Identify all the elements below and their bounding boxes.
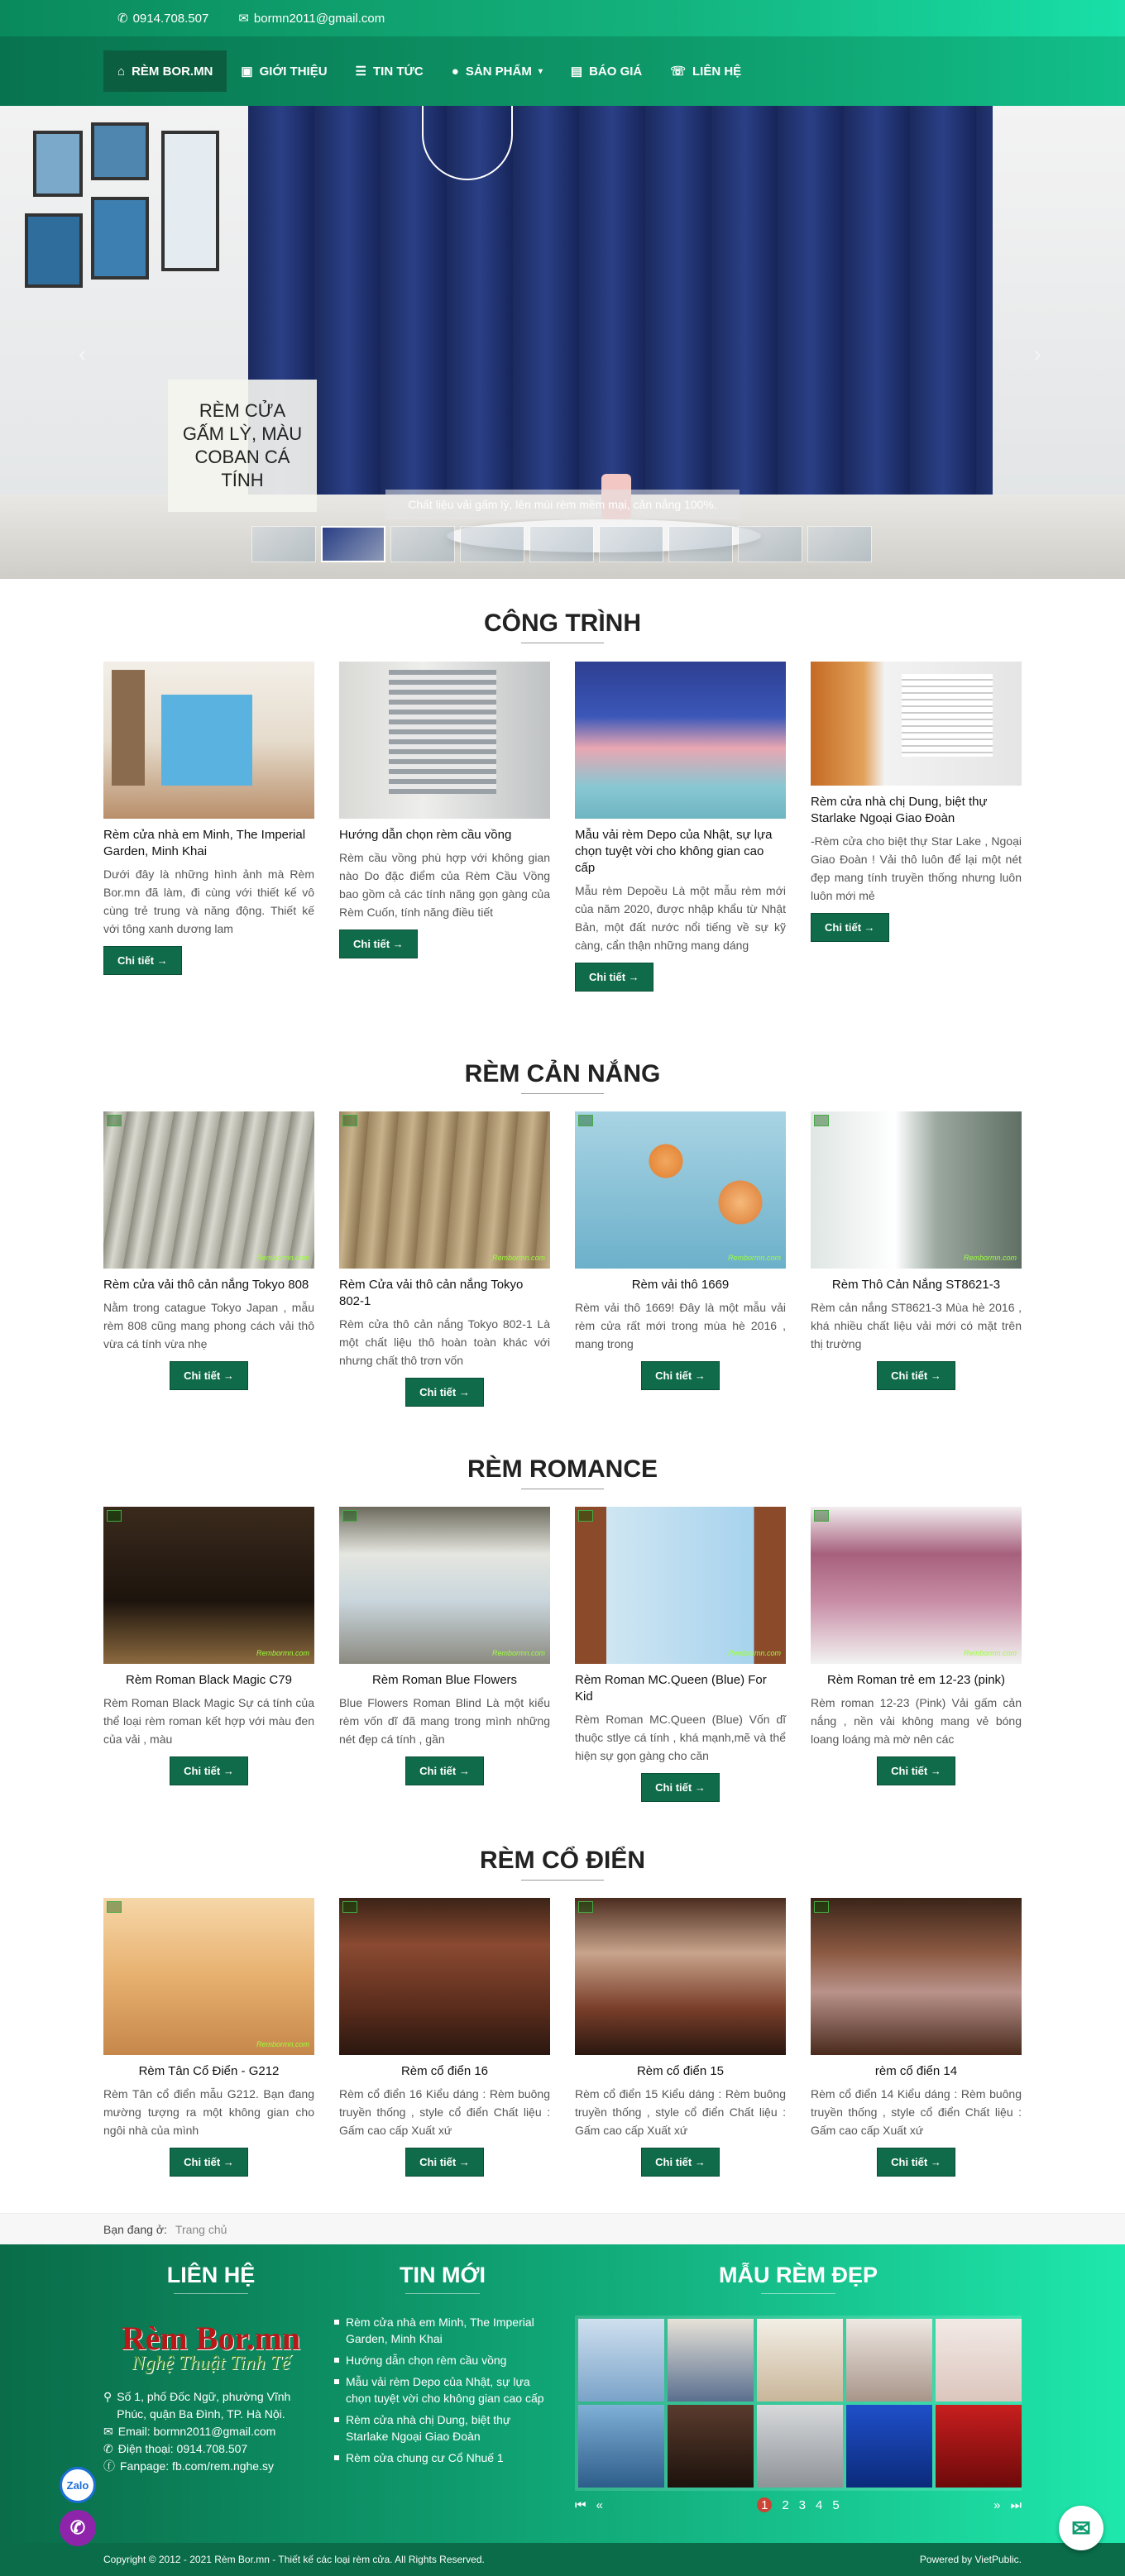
footer-email[interactable]: Email: bormn2011@gmail.com bbox=[117, 2425, 276, 2438]
nav-item-contact[interactable]: ☏ LIÊN HỆ bbox=[670, 64, 742, 79]
card-title[interactable]: Hướng dẫn chọn rèm cầu vồng bbox=[339, 828, 512, 842]
product-card bbox=[811, 1507, 1022, 1802]
page-number[interactable]: 5 bbox=[832, 2497, 840, 2512]
card-desc: Rèm cản nắng ST8621-3 Mùa hè 2016 , khá nhiều chất liệu vải mới có mặt trên thị trường bbox=[811, 1301, 1022, 1350]
footer-news bbox=[334, 2263, 551, 2471]
section-roman bbox=[0, 1455, 1125, 1489]
detail-button[interactable]: Chi tiết → bbox=[103, 946, 182, 975]
slider-thumb[interactable] bbox=[390, 526, 455, 562]
product-card bbox=[339, 662, 550, 992]
card-desc: Rèm vải thô 1669! Đây là một mẫu vải rèm cửa rất mới trong mùa hè 2016 , mang trong bbox=[575, 1301, 786, 1350]
nav-item-pricing[interactable]: ▤ BÁO GIÁ bbox=[570, 64, 643, 79]
slider-thumb[interactable] bbox=[251, 526, 316, 562]
product-card bbox=[339, 1507, 550, 1802]
card-image[interactable] bbox=[575, 662, 786, 819]
slider-thumb[interactable] bbox=[668, 526, 733, 562]
phone-contact[interactable]: ✆ 0914.708.507 bbox=[117, 11, 209, 26]
card-image[interactable] bbox=[103, 1898, 314, 2055]
detail-button[interactable]: Chi tiết → bbox=[339, 930, 418, 958]
card-image[interactable] bbox=[339, 662, 550, 819]
card-title[interactable]: rèm cổ điển 14 bbox=[874, 2064, 958, 2078]
phone-icon: ✆ bbox=[69, 2517, 86, 2538]
envelope-icon: ✉ bbox=[238, 12, 249, 26]
detail-button[interactable]: Chi tiết → bbox=[877, 2148, 955, 2177]
card-desc: Rèm cổ điển 15 Kiểu dáng : Rèm buông truyền thống , style cổ điển Chất liệu : Gấm cao cấp Xuất xứ bbox=[575, 2087, 786, 2137]
footer bbox=[0, 2244, 1125, 2543]
footer-fanpage[interactable]: Fanpage: fb.com/rem.nghe.sy bbox=[120, 2459, 274, 2473]
watermark: Rembormn.com bbox=[491, 1254, 545, 1262]
card-desc: Rèm Tân cổ điển mẫu G212. Bạn đang mường tượng ra một không gian cho ngôi nhà của mình bbox=[103, 2087, 314, 2137]
chevron-down-icon: ▾ bbox=[538, 66, 543, 76]
phone-icon: ✆ bbox=[117, 12, 128, 26]
gallery-thumb[interactable] bbox=[578, 2405, 664, 2488]
roman-grid bbox=[103, 1507, 1022, 1802]
footer-contact bbox=[103, 2263, 318, 2475]
gallery-thumb[interactable] bbox=[846, 2405, 932, 2488]
detail-button[interactable]: Chi tiết → bbox=[641, 1773, 720, 1802]
detail-button[interactable]: Chi tiết → bbox=[405, 1378, 484, 1407]
card-image[interactable] bbox=[811, 1898, 1022, 2055]
section-projects bbox=[0, 609, 1125, 643]
product-card bbox=[339, 1111, 550, 1407]
section-blackout bbox=[0, 1060, 1125, 1094]
product-card bbox=[103, 662, 314, 992]
news-icon: ☰ bbox=[355, 65, 366, 79]
section-title: RÈM CẢN NẮNG bbox=[465, 1060, 661, 1094]
card-title[interactable]: Rèm vải thô 1669 bbox=[631, 1278, 730, 1292]
image-detail bbox=[161, 695, 252, 786]
card-image[interactable] bbox=[811, 1111, 1022, 1269]
copyright-text: Copyright © 2012 - 2021 Rèm Bor.mn - Thiết kế các loại rèm cửa. All Rights Reserved. bbox=[103, 2554, 485, 2565]
contact-icon: ☏ bbox=[670, 65, 687, 79]
footer-news-item[interactable]: Rèm cửa nhà chị Dung, biệt thự Starlake Ngoại Giao Đoàn bbox=[334, 2411, 551, 2445]
image-detail bbox=[389, 670, 496, 794]
card-title[interactable]: Rèm cửa nhà chị Dung, biệt thự Starlake Ngoại Giao Đoàn bbox=[811, 795, 988, 825]
product-card bbox=[811, 662, 1022, 992]
phone-icon: ✆ bbox=[103, 2442, 113, 2455]
product-card bbox=[575, 662, 786, 992]
product-card bbox=[575, 1111, 786, 1407]
email-contact[interactable]: ✉ bormn2011@gmail.com bbox=[238, 11, 385, 26]
card-image[interactable] bbox=[575, 1507, 786, 1664]
watermark: Rembormn.com bbox=[963, 1254, 1017, 1262]
detail-button[interactable]: Chi tiết → bbox=[575, 963, 653, 992]
logo-badge-icon bbox=[814, 1115, 829, 1126]
product-card bbox=[339, 1898, 550, 2177]
card-title[interactable]: Rèm Cửa vải thô cản nắng Tokyo 802-1 bbox=[339, 1278, 524, 1308]
card-title[interactable]: Mẫu vải rèm Depo của Nhật, sự lựa chọn tuyệt vời cho không gian cao cấp bbox=[575, 828, 773, 875]
watermark: Rembormn.com bbox=[256, 1649, 309, 1657]
image-detail bbox=[112, 670, 145, 786]
detail-button[interactable]: Chi tiết → bbox=[170, 1361, 248, 1390]
logo-badge-icon bbox=[578, 1510, 593, 1522]
card-image[interactable] bbox=[811, 662, 1022, 786]
section-title: CÔNG TRÌNH bbox=[484, 609, 641, 643]
slider-thumb[interactable] bbox=[738, 526, 802, 562]
card-desc: Rèm Roman MC.Queen (Blue) Vốn dĩ thuộc stlye cá tính , khá mạnh,mẽ và thể hiện sự gọn gàng cho căn bbox=[575, 1713, 786, 1762]
detail-button[interactable]: Chi tiết → bbox=[811, 913, 889, 942]
slider-thumbnails bbox=[251, 526, 872, 562]
footer-news-item[interactable]: Rèm cửa chung cư Cổ Nhuế 1 bbox=[334, 2449, 551, 2466]
footer-news-list bbox=[334, 2314, 551, 2466]
detail-button[interactable]: Chi tiết → bbox=[170, 2148, 248, 2177]
image-detail bbox=[902, 674, 993, 757]
card-desc: Nằm trong catague Tokyo Japan , mẫu rèm 808 cũng mang phong cách vải thô vừa cá tính vừa nhẹ bbox=[103, 1301, 314, 1350]
nav-item-products[interactable]: ● SẢN PHẨM ▾ bbox=[451, 64, 543, 79]
gallery-thumb[interactable] bbox=[757, 2319, 843, 2402]
slider-thumb[interactable] bbox=[529, 526, 594, 562]
tag-icon: ● bbox=[451, 64, 459, 79]
nav-item-about[interactable]: ▣ GIỚI THIỆU bbox=[241, 64, 328, 79]
footer-info bbox=[103, 2388, 318, 2475]
card-image[interactable] bbox=[811, 1507, 1022, 1664]
phone-call-button[interactable] bbox=[60, 2510, 96, 2546]
card-desc: Blue Flowers Roman Blind Là một kiểu rèm vốn dĩ đã mang trong mình những nét đẹp cá tính , gần bbox=[339, 1696, 550, 1746]
product-card bbox=[103, 1111, 314, 1407]
card-title[interactable]: Rèm Roman Black Magic C79 bbox=[126, 1673, 292, 1687]
card-image[interactable] bbox=[575, 1111, 786, 1269]
watermark: Rembormn.com bbox=[256, 1254, 309, 1262]
hero-slider bbox=[0, 106, 1125, 579]
money-icon: ▤ bbox=[570, 65, 583, 79]
gallery-thumb[interactable] bbox=[846, 2319, 932, 2402]
detail-button[interactable]: Chi tiết → bbox=[877, 1361, 955, 1390]
copyright-bar bbox=[0, 2543, 1125, 2576]
page-number[interactable]: 2 bbox=[782, 2497, 789, 2512]
facebook-icon: ⓕ bbox=[103, 2459, 115, 2473]
slider-thumb[interactable] bbox=[807, 526, 872, 562]
nav-item-home[interactable]: ⌂ RÈM BOR.MN bbox=[103, 50, 227, 92]
slider-prev-icon[interactable]: ‹ bbox=[79, 342, 86, 366]
card-title[interactable]: Rèm cửa vải thô cản nắng Tokyo 808 bbox=[103, 1278, 309, 1292]
logo-badge-icon bbox=[578, 1901, 593, 1913]
card-desc: Rèm roman 12-23 (Pink) Vải gấm cản nắng , nền vải không mang vẻ bóng loang loáng mà mờ nên các bbox=[811, 1696, 1022, 1746]
footer-phone[interactable]: Điện thoại: 0914.708.507 bbox=[117, 2442, 248, 2455]
wall-frame bbox=[91, 122, 149, 180]
projects-grid bbox=[103, 662, 1022, 992]
card-desc: Rèm cầu vồng phù hợp với không gian nào Do đặc điểm của Rèm Cầu Vồng bao gồm cả các tính năng gọn gàng của Rèm Cuốn, tính năng điều tiết bbox=[339, 851, 550, 919]
logo-badge-icon bbox=[814, 1510, 829, 1522]
card-title[interactable]: Rèm cửa nhà em Minh, The Imperial Garden, Minh Khai bbox=[103, 828, 306, 858]
card-image[interactable] bbox=[339, 1111, 550, 1269]
card-image[interactable] bbox=[339, 1507, 550, 1664]
footer-gallery bbox=[575, 2263, 1022, 2512]
card-title[interactable]: Rèm Roman MC.Queen (Blue) For Kid bbox=[575, 1673, 767, 1704]
messenger-button[interactable] bbox=[1059, 2506, 1103, 2550]
logo-badge-icon bbox=[107, 1510, 122, 1522]
logo-badge-icon bbox=[578, 1115, 593, 1126]
breadcrumb-home-link[interactable]: Trang chủ bbox=[175, 2222, 227, 2236]
top-bar bbox=[0, 0, 1125, 36]
section-title: RÈM ROMANCE bbox=[467, 1455, 658, 1489]
footer-news-item[interactable]: Mẫu vải rèm Depo của Nhật, sự lựa chọn tuyệt vời cho không gian cao cấp bbox=[334, 2373, 551, 2406]
id-card-icon: ▣ bbox=[241, 65, 253, 79]
logo-badge-icon bbox=[342, 1901, 357, 1913]
card-desc: Rèm cửa thô cản nắng Tokyo 802-1 Là một chất liệu thô hoàn toàn khác với nhưng chất thô trơn vốn bbox=[339, 1317, 550, 1367]
wall-frame bbox=[25, 213, 83, 288]
breadcrumb-label: Bạn đang ở: bbox=[103, 2222, 167, 2236]
gallery-thumb[interactable] bbox=[936, 2319, 1022, 2402]
slider-thumb[interactable] bbox=[599, 526, 663, 562]
product-card bbox=[103, 1898, 314, 2177]
card-desc: Rèm cổ điển 16 Kiểu dáng : Rèm buông truyền thống , style cổ điển Chất liệu : Gấm cao cấp Xuất xứ bbox=[339, 2087, 550, 2137]
classic-grid bbox=[103, 1898, 1022, 2177]
slider-next-icon[interactable]: › bbox=[1034, 342, 1041, 366]
card-title[interactable]: Rèm cổ điển 16 bbox=[400, 2064, 489, 2078]
product-card bbox=[811, 1111, 1022, 1407]
section-title: RÈM CỔ ĐIỂN bbox=[480, 1847, 645, 1881]
card-title[interactable]: Rèm cổ điển 15 bbox=[636, 2064, 725, 2078]
main-nav bbox=[0, 36, 1125, 106]
footer-logo[interactable]: Rèm Bor.mn Nghệ Thuật Tinh Tế bbox=[121, 2320, 301, 2374]
wall-frame bbox=[91, 197, 149, 280]
detail-button[interactable]: Chi tiết → bbox=[405, 2148, 484, 2177]
watermark: Rembormn.com bbox=[256, 2040, 309, 2048]
logo-badge-icon bbox=[342, 1510, 357, 1522]
envelope-icon: ✉ bbox=[103, 2425, 113, 2438]
card-image[interactable] bbox=[339, 1898, 550, 2055]
product-card bbox=[575, 1898, 786, 2177]
card-image[interactable] bbox=[103, 662, 314, 819]
product-card bbox=[575, 1507, 786, 1802]
page-number[interactable]: 4 bbox=[816, 2497, 823, 2512]
slider-thumb[interactable] bbox=[321, 526, 385, 562]
card-image[interactable] bbox=[103, 1507, 314, 1664]
powered-by[interactable]: Powered by VietPublic. bbox=[919, 2554, 1022, 2565]
footer-address: Số 1, phố Đốc Ngữ, phường Vĩnh Phúc, quận Ba Đình, TP. Hà Nội. bbox=[117, 2390, 291, 2421]
footer-contact-title: LIÊN HỆ bbox=[103, 2263, 318, 2294]
gallery-thumb[interactable] bbox=[936, 2405, 1022, 2488]
slider-thumb[interactable] bbox=[460, 526, 524, 562]
card-desc: Mẫu rèm Depoều Là một mẫu rèm mới của năm 2020, được nhập khẩu từ Nhật Bản, một đất nước nổi tiếng về sự kỹ càng, cẩn thận những mang dáng bbox=[575, 884, 786, 952]
watermark: Rembormn.com bbox=[491, 1649, 545, 1657]
card-desc: -Rèm cửa cho biệt thự Star Lake , Ngoại Giao Đoàn ! Vải thô luôn để lại một nét đẹp mang tính truyền thống nhưng luôn luôn mới mẻ bbox=[811, 834, 1022, 902]
gallery-thumb[interactable] bbox=[668, 2405, 754, 2488]
page-number[interactable]: 1 bbox=[757, 2497, 772, 2512]
gallery-thumb[interactable] bbox=[578, 2319, 664, 2402]
card-image[interactable] bbox=[103, 1111, 314, 1269]
section-classic bbox=[0, 1847, 1125, 1881]
card-title[interactable]: Rèm Roman trẻ em 12-23 (pink) bbox=[826, 1673, 1006, 1687]
hero-caption: RÈM CỬA GẤM LỲ, MÀU COBAN CÁ TÍNH bbox=[168, 380, 317, 512]
gallery-pager bbox=[575, 2497, 1022, 2512]
prev-page-icon[interactable]: « bbox=[596, 2497, 603, 2512]
gallery-thumb[interactable] bbox=[757, 2405, 843, 2488]
breadcrumb bbox=[0, 2213, 1125, 2244]
watermark: Rembormn.com bbox=[727, 1649, 781, 1657]
product-card bbox=[103, 1507, 314, 1802]
detail-button[interactable]: Chi tiết → bbox=[170, 1756, 248, 1785]
wall-frame bbox=[33, 131, 83, 197]
footer-news-item[interactable]: Rèm cửa nhà em Minh, The Imperial Garden, Minh Khai bbox=[334, 2314, 551, 2347]
next-page-icon[interactable]: » bbox=[993, 2497, 1001, 2512]
footer-news-title: TIN MỚI bbox=[334, 2263, 551, 2294]
messenger-icon: ✉ bbox=[1071, 2515, 1091, 2541]
home-icon: ⌂ bbox=[117, 64, 126, 79]
card-title[interactable]: Rèm Roman Blue Flowers bbox=[371, 1673, 518, 1687]
watermark: Rembormn.com bbox=[963, 1649, 1017, 1657]
last-page-icon[interactable]: ⏭ bbox=[1010, 2497, 1022, 2512]
gallery-thumb[interactable] bbox=[668, 2319, 754, 2402]
card-image[interactable] bbox=[575, 1898, 786, 2055]
product-card bbox=[811, 1898, 1022, 2177]
logo-badge-icon bbox=[814, 1901, 829, 1913]
card-desc: Rèm Roman Black Magic Sự cá tính của thể loại rèm roman kết hợp với màu đen của vải , màu bbox=[103, 1696, 314, 1746]
logo-badge-icon bbox=[107, 1901, 122, 1913]
location-pin-icon: ⚲ bbox=[103, 2390, 112, 2403]
footer-gallery-title: MẪU RÈM ĐẸP bbox=[575, 2263, 1022, 2294]
detail-button[interactable]: Chi tiết → bbox=[641, 2148, 720, 2177]
card-title[interactable]: Rèm Tân Cổ Điển - G212 bbox=[138, 2064, 280, 2078]
card-desc: Rèm cổ điển 14 Kiểu dáng : Rèm buông truyền thống , style cổ điển Chất liệu : Gấm cao cấp Xuất xứ bbox=[811, 2087, 1022, 2137]
logo-badge-icon bbox=[107, 1115, 122, 1126]
first-page-icon[interactable]: ⏮ bbox=[575, 2497, 586, 2512]
page-number[interactable]: 3 bbox=[798, 2497, 806, 2512]
detail-button[interactable]: Chi tiết → bbox=[877, 1756, 955, 1785]
watermark: Rembormn.com bbox=[727, 1254, 781, 1262]
detail-button[interactable]: Chi tiết → bbox=[405, 1756, 484, 1785]
card-title[interactable]: Rèm Thô Cản Nắng ST8621-3 bbox=[831, 1278, 1001, 1292]
wall-frame bbox=[161, 131, 219, 271]
footer-news-item[interactable]: Hướng dẫn chọn rèm cầu vồng bbox=[334, 2352, 551, 2368]
logo-badge-icon bbox=[342, 1115, 357, 1126]
card-desc: Dưới đây là những hình ảnh mà Rèm Bor.mn đã làm, đi cùng với thiết kế vô cùng trẻ trung và năng động. Thiết kế với tông xanh dương lam bbox=[103, 867, 314, 935]
nav-item-news[interactable]: ☰ TIN TỨC bbox=[355, 64, 424, 79]
zalo-chat-button[interactable]: Zalo bbox=[60, 2467, 96, 2503]
blackout-grid bbox=[103, 1111, 1022, 1407]
gallery-grid bbox=[575, 2316, 1022, 2491]
detail-button[interactable]: Chi tiết → bbox=[641, 1361, 720, 1390]
hero-subtitle: Chất liệu vải gấm lỳ, lên mùi rèm mềm mại, cản nắng 100%. bbox=[385, 490, 740, 519]
